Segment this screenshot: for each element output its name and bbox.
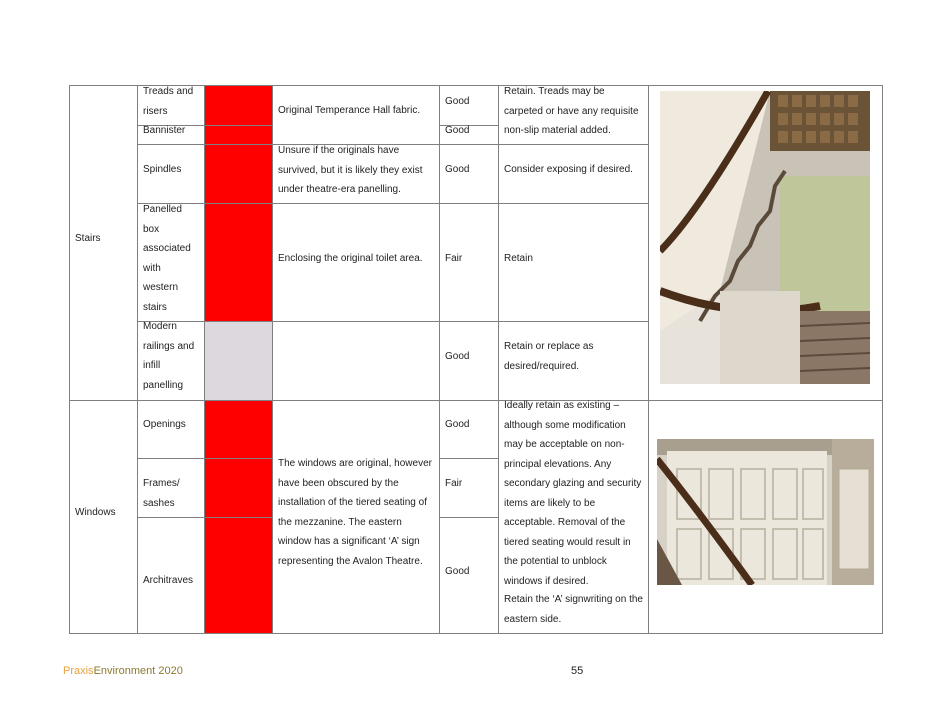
- architraves-significance-swatch: [204, 517, 273, 634]
- footer-brand: [63, 665, 183, 677]
- modern-railings-element-label: Modern railings and infill panelling: [143, 321, 195, 391]
- panelled-box-element-label: Panelled box associated with western stairs: [143, 204, 191, 313]
- bannister-element-label: Bannister: [143, 125, 186, 136]
- spindles-recommendation: Consider exposing if desired.: [504, 164, 633, 175]
- modern-railings-recommendation: Retain or replace as desired/required.: [504, 341, 594, 372]
- panelled-box-condition: Fair: [445, 253, 463, 264]
- footer-brand-environment: Environment: [93, 665, 156, 677]
- openings-element-label: Openings: [143, 419, 186, 430]
- bannister-significance-swatch: [204, 125, 273, 145]
- modern-railings-significance-swatch: [204, 321, 273, 401]
- treads-element-label: Treads and risers: [143, 86, 194, 117]
- panelled-box-significance-swatch: [204, 203, 273, 322]
- openings-condition: Good: [445, 419, 470, 430]
- modern-railings-condition: Good: [445, 351, 470, 362]
- footer-brand-praxis: Praxis: [63, 665, 94, 677]
- windows-description: The windows are original, however have been obscured by the installation of the tiered seating of the mezzanine. The eastern window has a significant ‘A’ sign representing the Avalon Theatre.: [278, 458, 432, 567]
- frames-significance-swatch: [204, 458, 273, 518]
- treads-significance-swatch: [204, 85, 273, 126]
- panelled-box-recommendation: Retain: [504, 253, 533, 264]
- stairs-category-label: Stairs: [75, 233, 101, 244]
- windows-recommendation: Ideally retain as existing – although some modification may be acceptable on non-principal elevations. Any secondary glazing and security items are likely to be acceptable. Removal of the tiered seating would result in the potential to unblock windows if desired.: [504, 400, 642, 587]
- panelled-box-description: Enclosing the original toilet area.: [278, 253, 423, 264]
- architraves-condition: Good: [445, 566, 470, 577]
- spindles-element-label: Spindles: [143, 164, 182, 175]
- frames-condition: Fair: [445, 478, 463, 489]
- spindles-description: Unsure if the originals have survived, but it is likely they exist under theatre-era panelling.: [278, 145, 423, 195]
- bannister-condition: Good: [445, 125, 470, 136]
- spindles-condition: Good: [445, 164, 470, 175]
- treads-condition: Good: [445, 96, 470, 107]
- openings-significance-swatch: [204, 400, 273, 459]
- frames-element-label: Frames/ sashes: [143, 478, 180, 509]
- windows-photo: [657, 439, 874, 585]
- footer-year: 2020: [158, 665, 183, 677]
- stairs-photo: [660, 91, 870, 384]
- modern-railings-description-cell: [272, 321, 440, 401]
- windows-recommendation-extra: Retain the ‘A’ signwriting on the eastern side.: [504, 594, 643, 625]
- windows-category-label: Windows: [75, 507, 116, 518]
- page-number: 55: [571, 665, 584, 677]
- treads-bannister-description: Original Temperance Hall fabric.: [278, 105, 421, 116]
- architraves-element-label: Architraves: [143, 575, 194, 586]
- spindles-significance-swatch: [204, 144, 273, 204]
- treads-bannister-recommendation: Retain. Treads may be carpeted or have any requisite non-slip material added.: [504, 86, 639, 136]
